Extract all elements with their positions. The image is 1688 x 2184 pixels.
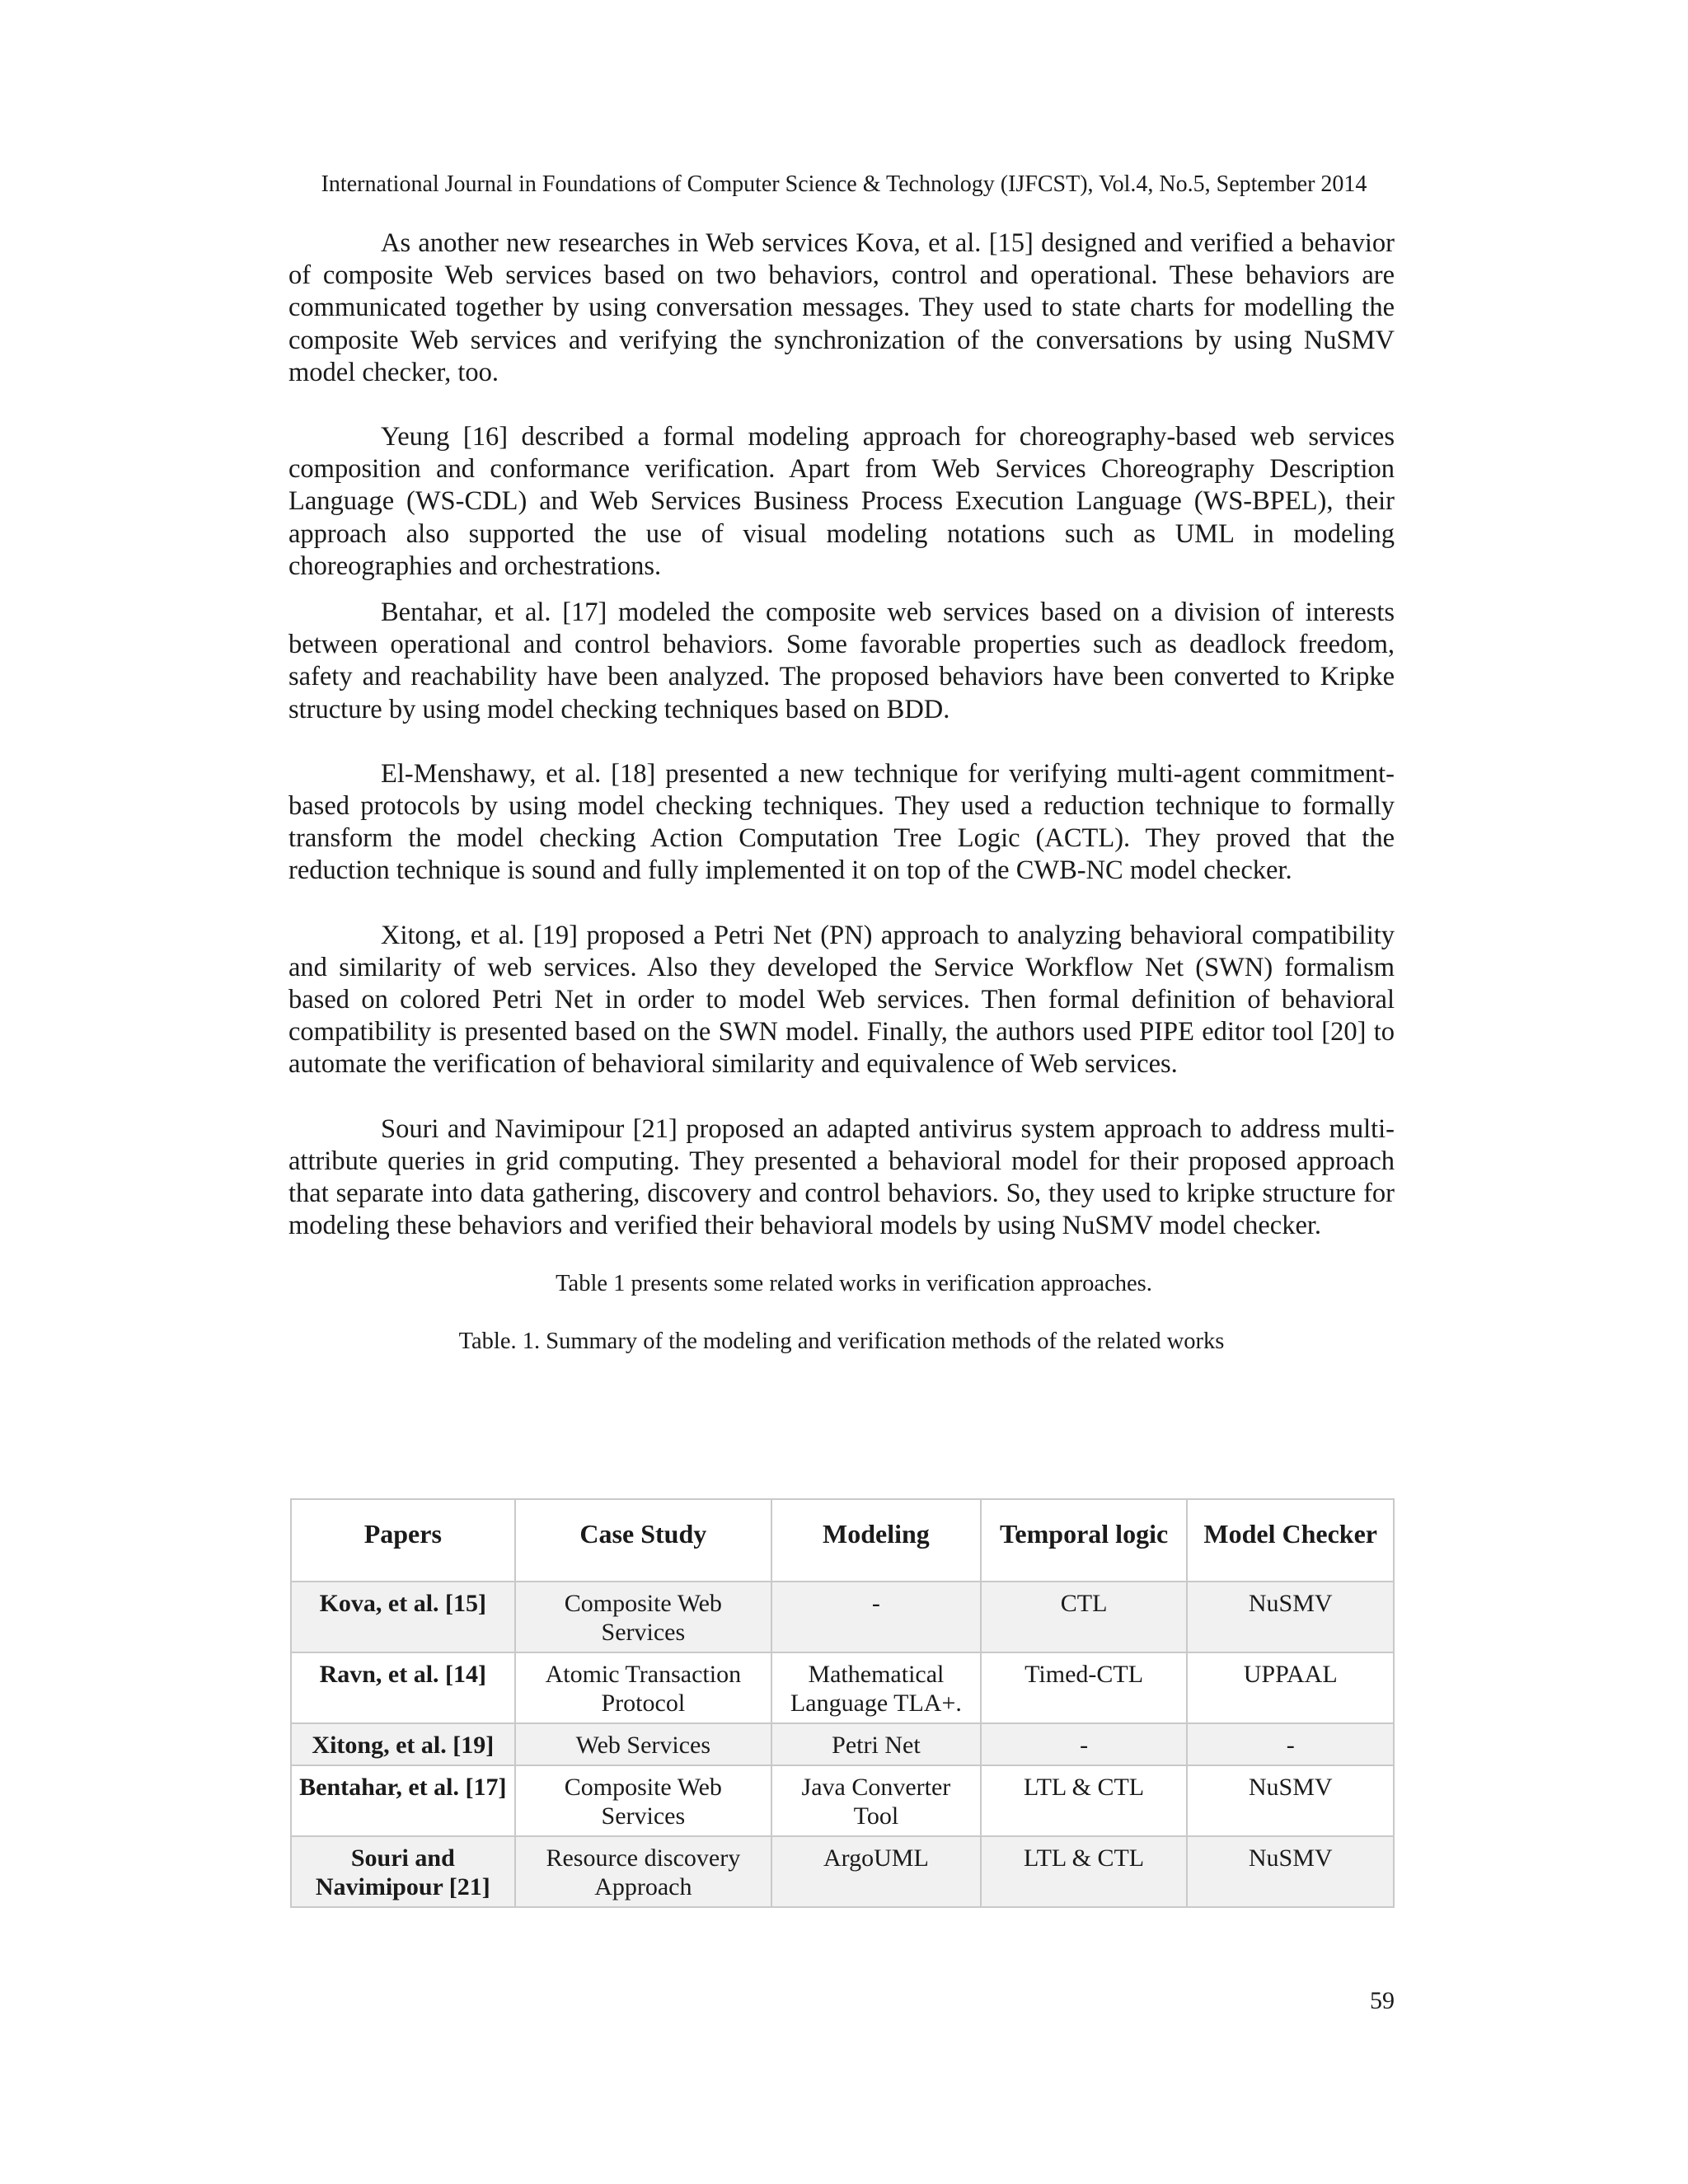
cell-temporal-logic: LTL & CTL bbox=[981, 1836, 1188, 1907]
cell-case-study: Web Services bbox=[515, 1723, 771, 1765]
table-row bbox=[291, 1836, 1394, 1907]
paragraph-xitong: Xitong, et al. [19] proposed a Petri Net (PN) approach to analyzing behavioral compatibility and similarity of web services. Also they developed the Service Workflow Net (SWN) formalism based on colored Petri Net in order to model Web services. Then formal definition of behavioral compatibility is presented based on the SWN model. Finally, the authors used PIPE editor tool [20] to automate the verification of behavioral similarity and equivalence of Web services. bbox=[288, 920, 1395, 1080]
cell-case-study: Composite Web Services bbox=[515, 1765, 771, 1836]
cell-modeling: ArgoUML bbox=[771, 1836, 981, 1907]
cell-modeling: - bbox=[771, 1582, 981, 1652]
header-papers: Papers bbox=[291, 1499, 515, 1582]
header-modeling: Modeling bbox=[771, 1499, 981, 1582]
paragraph-bentahar: Bentahar, et al. [17] modeled the composite web services based on a division of interests between operational and control behaviors. Some favorable properties such as deadlock freedom, safety and reachability have been analyzed. The proposed behaviors have been converted to Kripke structure by using model checking techniques based on BDD. bbox=[288, 598, 1395, 724]
cell-paper: Bentahar, et al. [17] bbox=[291, 1765, 515, 1836]
header-model-checker: Model Checker bbox=[1187, 1499, 1394, 1582]
cell-temporal-logic: CTL bbox=[981, 1582, 1188, 1652]
cell-case-study: Composite Web Services bbox=[515, 1582, 771, 1652]
cell-model-checker: - bbox=[1187, 1723, 1394, 1765]
cell-model-checker: NuSMV bbox=[1187, 1765, 1394, 1836]
body-text bbox=[288, 227, 1395, 1357]
summary-table bbox=[290, 1498, 1395, 1908]
cell-paper: Souri and Navimipour [21] bbox=[291, 1836, 515, 1907]
table-caption: Table. 1. Summary of the modeling and verification methods of the related works bbox=[458, 1329, 1225, 1355]
paragraph-yeung: Yeung [16] described a formal modeling approach for choreography-based web services composition and conformance verification. Apart from Web Services Choreography Description Language (WS-CDL) and Web Services Business Process Execution Language (WS-BPEL), their approach also supported the use of visual modeling notations such as UML in modeling choreographies and orchestrations. bbox=[288, 422, 1395, 581]
header-case-study: Case Study bbox=[515, 1499, 771, 1582]
table-header-row bbox=[291, 1499, 1394, 1582]
paragraph-kova: As another new researches in Web services Kova, et al. [15] designed and verified a behavior of composite Web services based on two behaviors, control and operational. These behaviors are communicated together by using conversation messages. They used to state charts for modelling the composite Web services and verifying the synchronization of the conversations by using NuSMV model checker, too. bbox=[288, 228, 1395, 387]
cell-model-checker: UPPAAL bbox=[1187, 1652, 1394, 1723]
paragraph-souri: Souri and Navimipour [21] proposed an adapted antivirus system approach to address multi-attribute queries in grid computing. They presented a behavioral model for their proposed approach that separate into data gathering, discovery and control behaviors. So, they used to kripke structure for modeling these behaviors and verified their behavioral models by using NuSMV model checker. bbox=[288, 1113, 1395, 1241]
cell-modeling: Petri Net bbox=[771, 1723, 981, 1765]
header-temporal-logic: Temporal logic bbox=[981, 1499, 1188, 1582]
table-row bbox=[291, 1765, 1394, 1836]
table-row bbox=[291, 1723, 1394, 1765]
cell-case-study: Atomic Transaction Protocol bbox=[515, 1652, 771, 1723]
cell-paper: Kova, et al. [15] bbox=[291, 1582, 515, 1652]
paragraph-el-menshawy: El-Menshawy, et al. [18] presented a new technique for verifying multi-agent commitment-based protocols by using model checking techniques. They used a reduction technique to formally transform the model checking Action Computation Tree Logic (ACTL). They proved that the reduction technique is sound and fully implemented it on top of the CWB-NC model checker. bbox=[288, 758, 1395, 886]
cell-modeling: Java Converter Tool bbox=[771, 1765, 981, 1836]
cell-temporal-logic: - bbox=[981, 1723, 1188, 1765]
cell-model-checker: NuSMV bbox=[1187, 1582, 1394, 1652]
cell-paper: Ravn, et al. [14] bbox=[291, 1652, 515, 1723]
running-header: International Journal in Foundations of Computer Science & Technology (IJFCST), Vol.4, No.5, September 2014 bbox=[321, 171, 1367, 197]
cell-case-study: Resource discovery Approach bbox=[515, 1836, 771, 1907]
cell-paper: Xitong, et al. [19] bbox=[291, 1723, 515, 1765]
cell-modeling: Mathematical Language TLA+. bbox=[771, 1652, 981, 1723]
page-number: 59 bbox=[1370, 1987, 1395, 2014]
cell-model-checker: NuSMV bbox=[1187, 1836, 1394, 1907]
cell-temporal-logic: LTL & CTL bbox=[981, 1765, 1188, 1836]
table-intro: Table 1 presents some related works in verification approaches. bbox=[556, 1271, 1152, 1297]
cell-temporal-logic: Timed-CTL bbox=[981, 1652, 1188, 1723]
table-row bbox=[291, 1652, 1394, 1723]
table-row bbox=[291, 1582, 1394, 1652]
